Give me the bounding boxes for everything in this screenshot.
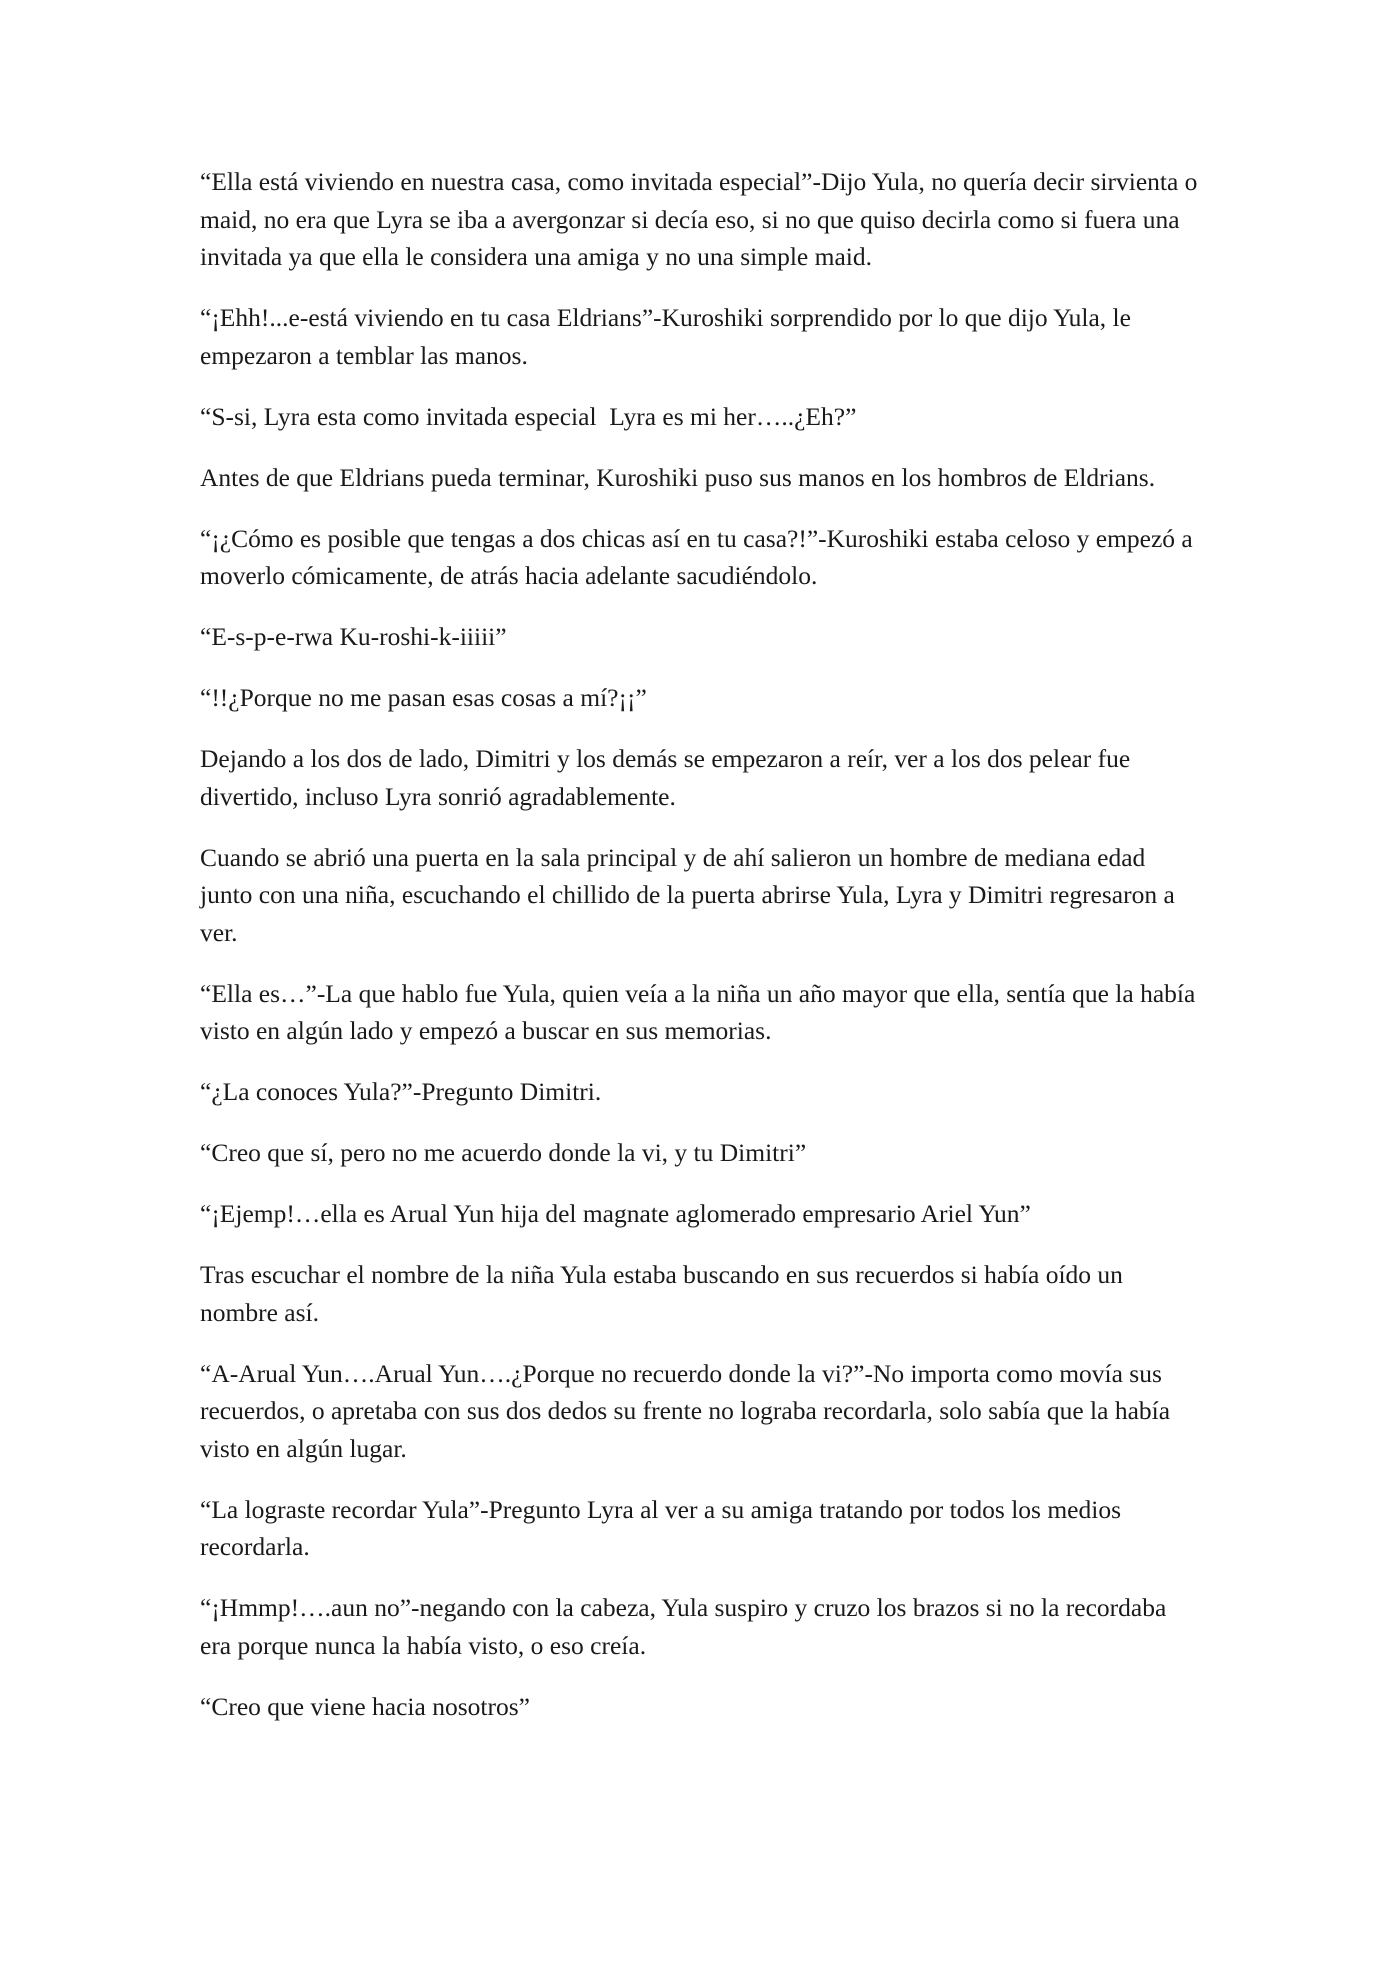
document-body	[200, 163, 1200, 1749]
paragraph: Antes de que Eldrians pueda terminar, Kuroshiki puso sus manos en los hombros de Eldrians.	[200, 462, 1156, 492]
paragraph: “Creo que sí, pero no me acuerdo donde la vi, y tu Dimitri”	[200, 1138, 807, 1167]
paragraph: “¡Ehh!...e-está viviendo en tu casa Eldrians”-Kuroshiki sorprendido por lo que dijo Yula, le empezaron a temblar las manos.	[200, 303, 1131, 370]
paragraph: Tras escuchar el nombre de la niña Yula estaba buscando en sus recuerdos si había oído un nombre así.	[200, 1260, 1123, 1327]
paragraph: “Ella es…”-La que hablo fue Yula, quien veía a la niña un año mayor que ella, sentía que la había visto en algún lado y empezó a buscar en sus memorias.	[200, 978, 1196, 1045]
paragraph: Dejando a los dos de lado, Dimitri y los demás se empezaron a reír, ver a los dos pelear fue divertido, incluso Lyra sonrió agradablemente.	[200, 744, 1131, 811]
paragraph: “La lograste recordar Yula”-Pregunto Lyra al ver a su amiga tratando por todos los medios recordarla.	[200, 1494, 1122, 1561]
paragraph: “¡¿Cómo es posible que tengas a dos chicas así en tu casa?!”-Kuroshiki estaba celoso y empezó a moverlo cómicamente, de atrás hacia adelante sacudiéndolo.	[200, 523, 1193, 590]
paragraph: “E-s-p-e-rwa Ku-roshi-k-iiiii”	[200, 622, 507, 651]
paragraph: “¡Ejemp!…ella es Arual Yun hija del magnate aglomerado empresario Ariel Yun”	[200, 1199, 1031, 1228]
paragraph: “!!¿Porque no me pasan esas cosas a mí?¡¡”	[200, 683, 647, 712]
paragraph: Cuando se abrió una puerta en la sala principal y de ahí salieron un hombre de mediana edad junto con una niña, escuchando el chillido de la puerta abrirse Yula, Lyra y Dimitri regresaron a ver.	[200, 842, 1175, 947]
paragraph: “¿La conoces Yula?”-Pregunto Dimitri.	[200, 1077, 602, 1106]
paragraph: “Creo que viene hacia nosotros”	[200, 1691, 530, 1721]
paragraph: “A-Arual Yun….Arual Yun….¿Porque no recuerdo donde la vi?”-No importa como movía sus recuerdos, o apretaba con sus dos dedos su frente no lograba recordarla, solo sabía que la había visto en algún lugar.	[200, 1358, 1171, 1463]
paragraph: “S-si, Lyra esta como invitada especial Lyra es mi her…..¿Eh?”	[200, 401, 857, 431]
paragraph: “¡Hmmp!….aun no”-negando con la cabeza, Yula suspiro y cruzo los brazos si no la recordaba era porque nunca la había visto, o eso creía.	[200, 1593, 1167, 1660]
paragraph: “Ella está viviendo en nuestra casa, como invitada especial”-Dijo Yula, no quería decir sirvienta o maid, no era que Lyra se iba a avergonzar si decía eso, si no que quiso decirla como si fuera una invitada ya que ella le considera una amiga y no una simple maid.	[200, 167, 1198, 271]
